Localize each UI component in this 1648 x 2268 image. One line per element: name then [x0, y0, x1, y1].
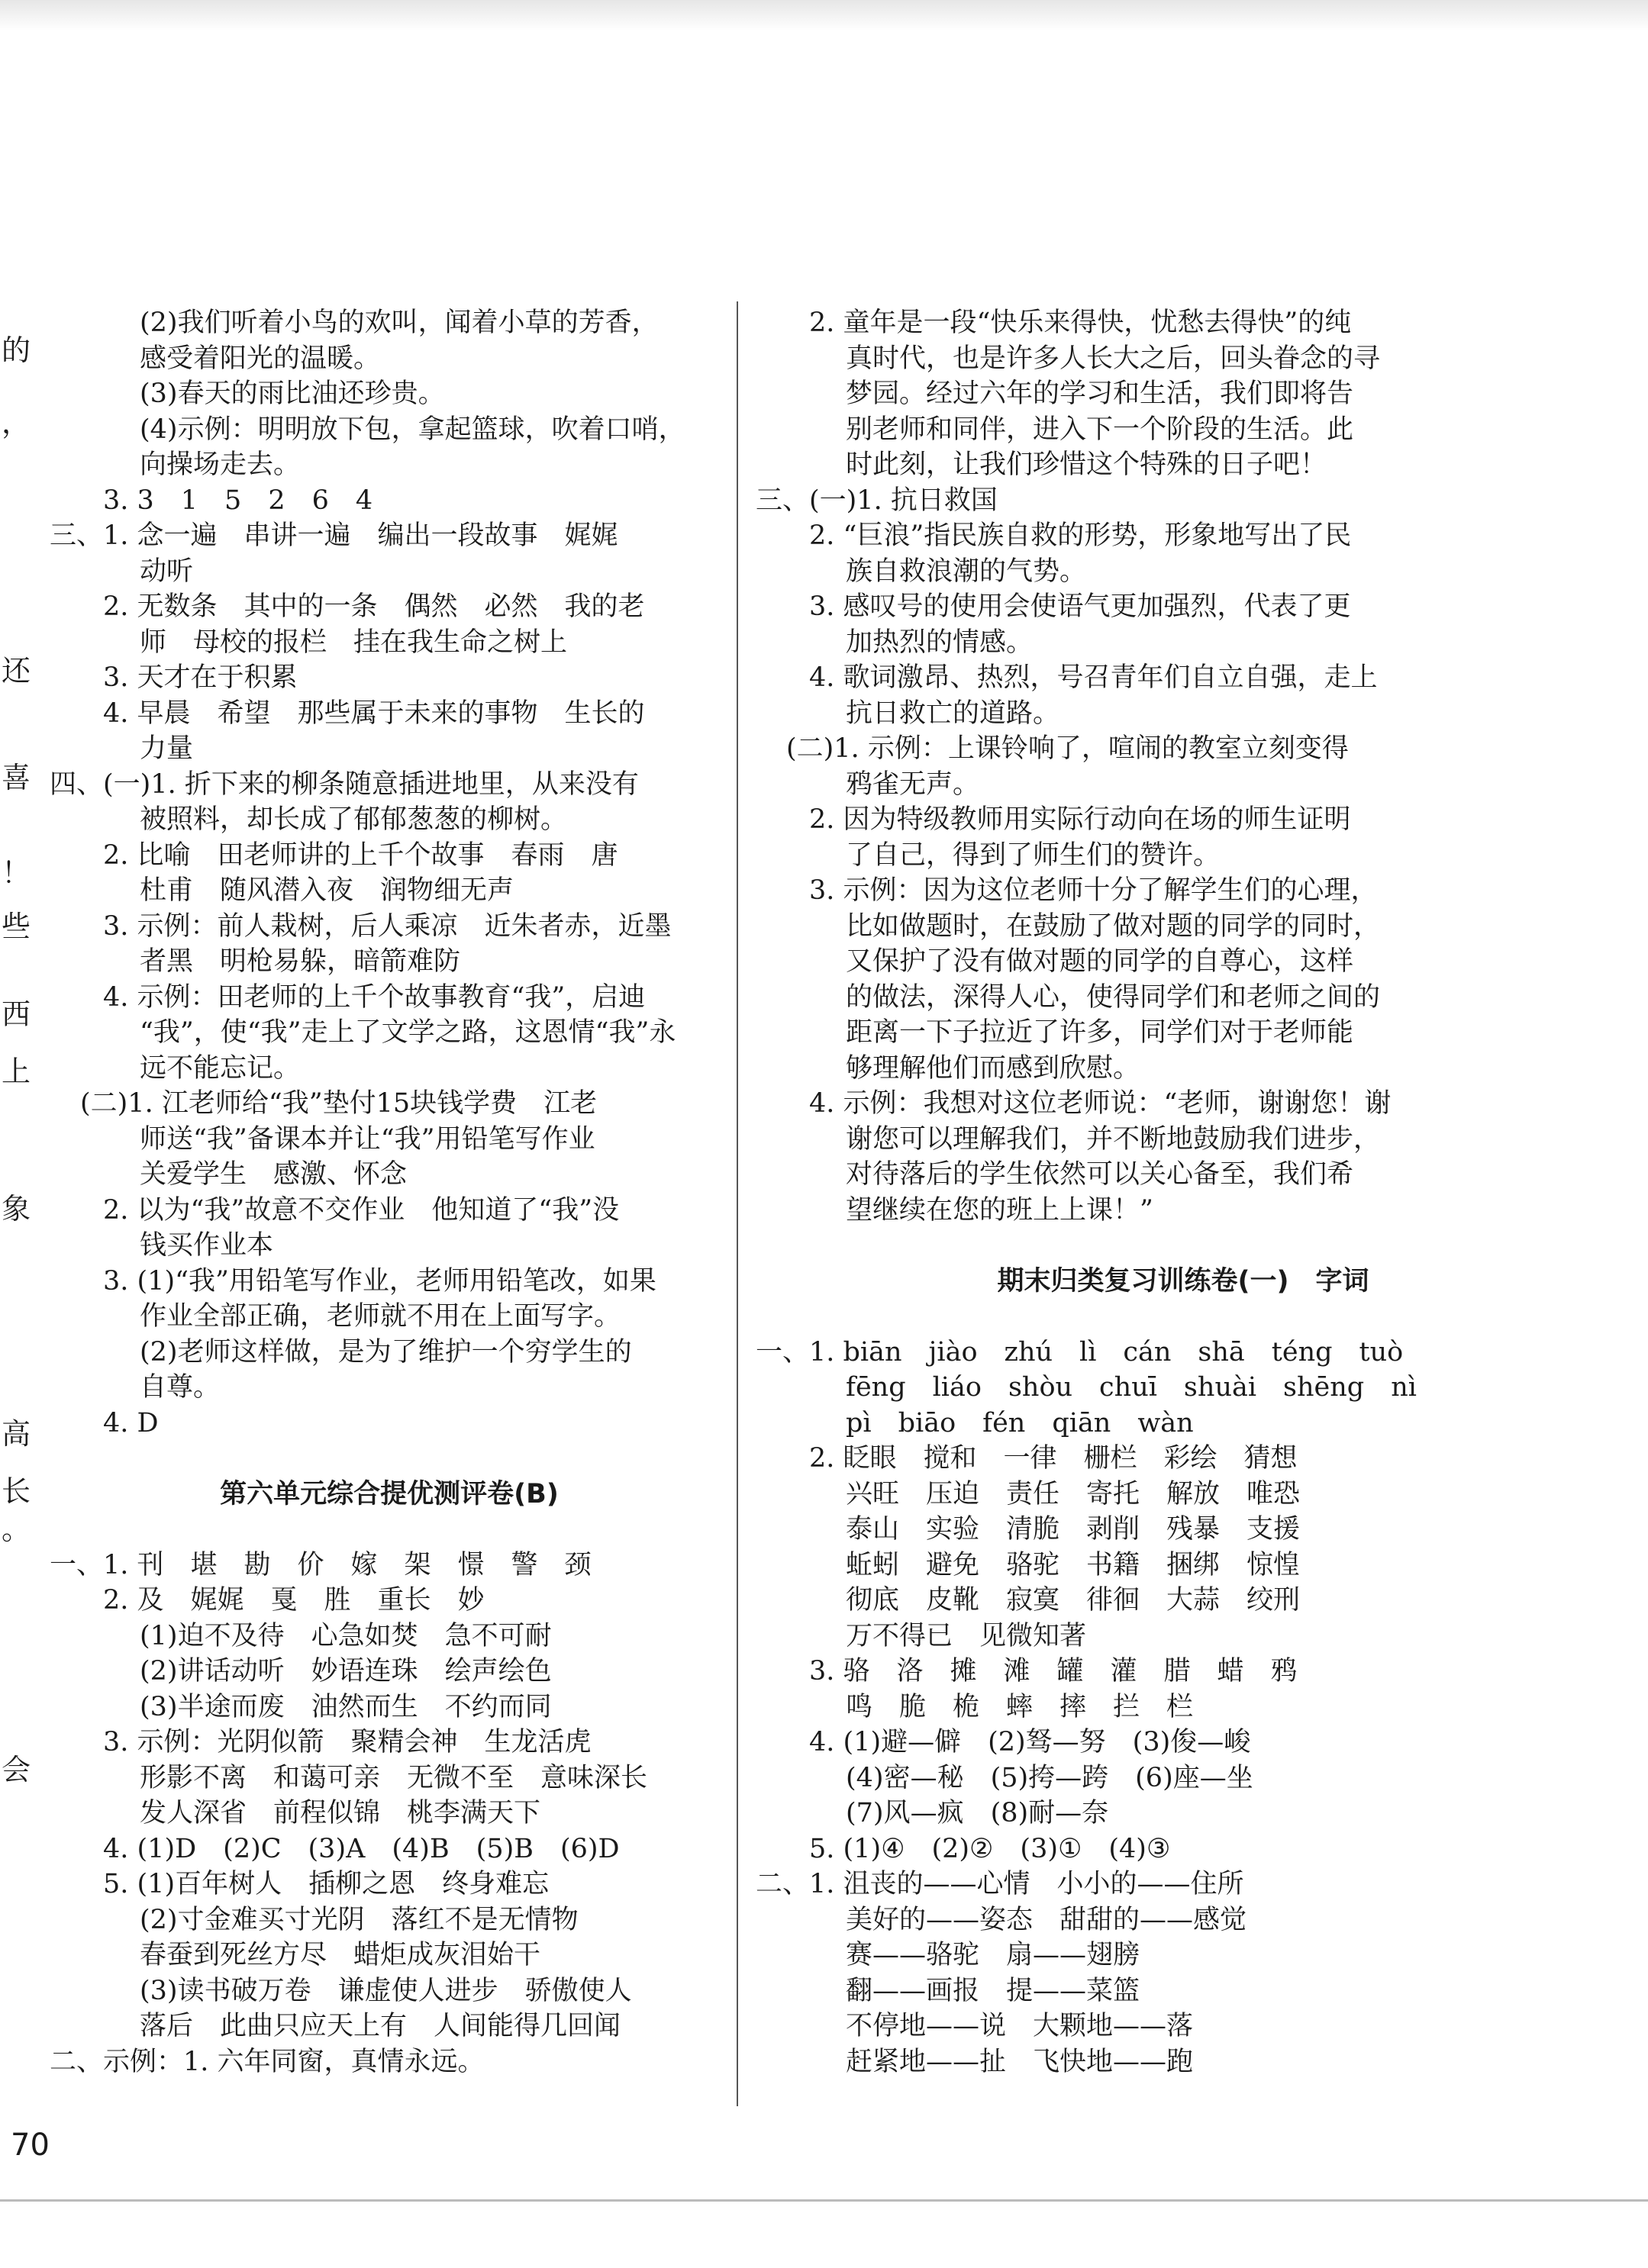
answer-line: 3. 3 1 5 2 6 4 [103, 485, 373, 516]
answer-line: 三、1. 念一遍 串讲一遍 编出一段故事 娓娓 [50, 520, 618, 551]
column-divider [737, 301, 738, 2106]
edge-fragment: 上 [2, 1055, 31, 1088]
answer-line: 时此刻，让我们珍惜这个特殊的日子吧！ [846, 449, 1327, 480]
answer-line: 一、1. biān jiào zhú lì cán shā téng tuò [756, 1336, 1404, 1368]
answer-line: 师 母校的报栏 挂在我生命之树上 [140, 627, 568, 658]
answer-line: 比如做题时，在鼓励了做对题的同学的同时， [846, 910, 1381, 942]
answer-line: 5. (1)④ (2)② (3)① (4)③ [809, 1833, 1171, 1864]
answer-line: 鸦雀无声。 [846, 768, 980, 800]
right-column [756, 305, 1611, 2080]
answer-line: 赛——骆驼 扇——翅膀 [846, 1940, 1140, 1970]
answer-line: 又保护了没有做对题的同学的自尊心，这样 [846, 946, 1354, 977]
page-number: 70 [11, 2128, 50, 2163]
answer-line: 二、1. 沮丧的——心情 小小的——住所 [756, 1869, 1244, 1899]
answer-line: 3. 示例：因为这位老师十分了解学生们的心理， [809, 875, 1378, 906]
answer-line: 5. (1)百年树人 插柳之恩 终身难忘 [103, 1869, 550, 1899]
edge-fragment: ！ [2, 856, 31, 890]
answer-line: 发人深省 前程似锦 桃李满天下 [140, 1798, 541, 1828]
answer-line: 钱买作业本 [140, 1230, 274, 1261]
answer-line: 落后 此曲只应天上有 人间能得几回闻 [140, 2011, 621, 2041]
answer-line: 4. D [103, 1407, 159, 1438]
answer-line: 的做法，深得人心，使得同学们和老师之间的 [846, 981, 1381, 1013]
answer-line: 4. (1)避—僻 (2)驽—努 (3)俊—峻 [809, 1727, 1251, 1757]
answer-line: 加热烈的情感。 [846, 627, 1034, 658]
answer-line: 春蚕到死丝方尽 蜡炬成灰泪始干 [140, 1940, 541, 1970]
answer-line: fēng liáo shòu chuī shuài shēng nì [846, 1372, 1417, 1403]
answer-line: 4. 歌词激昂、热烈，号召青年们自立自强，走上 [809, 662, 1378, 693]
answer-line [756, 1228, 1611, 1264]
answer-line: 4. 示例：田老师的上千个故事教育“我”，启迪 [103, 981, 646, 1013]
answer-line: 一、1. 刊 堪 勘 价 嫁 架 憬 警 颈 [50, 1549, 592, 1580]
answer-line: 感受着阳光的温暖。 [140, 343, 381, 374]
answer-line: 2. 及 娓娓 戛 胜 重长 妙 [103, 1585, 485, 1616]
answer-line: 4. (1)D (2)C (3)A (4)B (5)B (6)D [103, 1833, 620, 1864]
answer-line: 谢您可以理解我们，并不断地鼓励我们进步， [846, 1123, 1381, 1155]
answer-line: 3. (1)“我”用铅笔写作业，老师用铅笔改，如果 [103, 1265, 656, 1297]
answer-line: 3. 示例：光阴似箭 聚精会神 生龙活虎 [103, 1727, 592, 1757]
answer-line: 关爱学生 感激、怀念 [140, 1159, 408, 1190]
section-title: 期末归类复习训练卷(一) 字词 [997, 1265, 1369, 1297]
edge-fragment: 的 [2, 333, 31, 367]
answer-line: (2)老师这样做，是为了维护一个穷学生的 [140, 1336, 632, 1368]
answer-line: (3)半途而废 油然而生 不约而同 [140, 1691, 552, 1722]
answer-line [50, 1441, 729, 1477]
left-column [50, 305, 729, 2080]
edge-fragment: 西 [2, 997, 31, 1031]
answer-line: (4)示例：明明放下包，拿起篮球，吹着口哨， [140, 414, 685, 445]
answer-line: 2. 无数条 其中的一条 偶然 必然 我的老 [103, 591, 645, 622]
edge-fragment: 。 [2, 1513, 31, 1546]
edge-fragment: 长 [2, 1474, 31, 1508]
answer-line: (3)春天的雨比油还珍贵。 [140, 379, 445, 409]
answer-line: “我”，使“我”走上了文学之路，这恩情“我”永 [140, 1017, 676, 1048]
scan-shadow [0, 0, 1648, 31]
edge-fragment: 象 [2, 1192, 31, 1226]
answer-line: 2. 比喻 田老师讲的上千个故事 春雨 唐 [103, 839, 618, 871]
answer-line: 远不能忘记。 [140, 1052, 301, 1084]
answer-line: 蚯蚓 避免 骆驼 书籍 捆绑 惊惶 [846, 1549, 1301, 1580]
answer-line: 者黑 明枪易躲，暗箭难防 [140, 946, 461, 977]
answer-line: 被照料，却长成了郁郁葱葱的柳树。 [140, 804, 568, 835]
answer-line: (2)我们听着小鸟的欢叫，闻着小草的芳香， [140, 308, 659, 338]
answer-line: 作业全部正确，老师就不用在上面写字。 [140, 1301, 621, 1332]
answer-line: 二、示例：1. 六年同窗，真情永远。 [50, 2046, 485, 2077]
edge-fragment: 会 [2, 1753, 31, 1786]
footer-rule [0, 2199, 1648, 2202]
answer-line: 形影不离 和蔼可亲 无微不至 意味深长 [140, 1762, 648, 1793]
answer-line [756, 1299, 1611, 1335]
answer-line: 四、(一)1. 折下来的柳条随意插进地里，从来没有 [50, 768, 639, 800]
answer-line: 3. 天才在于积累 [103, 662, 298, 693]
answer-line: (2)寸金难买寸光阴 落红不是无情物 [140, 1904, 579, 1935]
answer-line: (7)风—疯 (8)耐—奈 [846, 1798, 1109, 1828]
answer-line: 万不得已 见微知著 [846, 1620, 1087, 1651]
edge-fragment: 些 [2, 910, 31, 943]
edge-fragment: ， [2, 406, 31, 440]
answer-line: 够理解他们而感到欣慰。 [846, 1052, 1140, 1084]
answer-line: 别老师和同伴，进入下一个阶段的生活。此 [846, 414, 1354, 445]
answer-line: 族自救浪潮的气势。 [846, 556, 1087, 587]
answer-line: 4. 示例：我想对这位老师说：“老师，谢谢您！谢 [809, 1088, 1392, 1119]
answer-line: 抗日救亡的道路。 [846, 697, 1060, 729]
answer-line: (二)1. 江老师给“我”垫付15块钱学费 江老 [80, 1088, 598, 1119]
answer-line: 2. 眨眼 搅和 一律 栅栏 彩绘 猜想 [809, 1443, 1298, 1474]
answer-line: 美好的——姿态 甜甜的——感觉 [846, 1904, 1247, 1935]
answer-line: (二)1. 示例：上课铃响了，喧闹的教室立刻变得 [786, 733, 1349, 764]
answer-line: 鸣 脆 桅 蟀 摔 拦 栏 [846, 1691, 1194, 1722]
answer-line: 三、(一)1. 抗日救国 [756, 485, 998, 516]
answer-line: 对待落后的学生依然可以关心备至，我们希 [846, 1159, 1354, 1190]
answer-line: 距离一下子拉近了许多，同学们对于老师能 [846, 1017, 1354, 1048]
answer-line: 杜甫 随风潜入夜 润物细无声 [140, 875, 514, 906]
answer-line: 力量 [140, 733, 194, 764]
answer-line: pì biāo fén qiān wàn [846, 1407, 1194, 1438]
answer-line [50, 1512, 729, 1548]
answer-line: (2)讲话动听 妙语连珠 绘声绘色 [140, 1656, 552, 1687]
edge-fragment: 喜 [2, 761, 31, 794]
edge-fragment: 高 [2, 1417, 31, 1451]
answer-line: 4. 早晨 希望 那些属于未来的事物 生长的 [103, 697, 645, 729]
answer-line: 泰山 实验 清脆 剥削 残暴 支援 [846, 1514, 1301, 1545]
answer-line: 真时代，也是许多人长大之后，回头眷念的寻 [846, 343, 1381, 374]
answer-line: 翻——画报 提——菜篮 [846, 1975, 1140, 2006]
answer-line: 不停地——说 大颗地——落 [846, 2011, 1194, 2041]
answer-line: 梦园。经过六年的学习和生活，我们即将告 [846, 379, 1354, 409]
answer-line: 2. 因为特级教师用实际行动向在场的师生证明 [809, 804, 1351, 835]
answer-line: (1)迫不及待 心急如焚 急不可耐 [140, 1620, 552, 1651]
answer-line: 望继续在您的班上上课！” [846, 1194, 1153, 1226]
answer-line: (4)密—秘 (5)挎—跨 (6)座—坐 [846, 1762, 1253, 1793]
answer-line: 3. 示例：前人栽树，后人乘凉 近朱者赤，近墨 [103, 910, 672, 942]
answer-line: 自尊。 [140, 1372, 221, 1403]
answer-line: 赶紧地——扯 飞快地——跑 [846, 2046, 1194, 2077]
answer-line: 兴旺 压迫 责任 寄托 解放 唯恐 [846, 1478, 1301, 1509]
answer-line: 了自己，得到了师生们的赞许。 [846, 839, 1221, 871]
answer-line: 2. 以为“我”故意不交作业 他知道了“我”没 [103, 1194, 620, 1226]
answer-line: 动听 [140, 556, 194, 587]
answer-line: 3. 感叹号的使用会使语气更加强烈，代表了更 [809, 591, 1351, 622]
answer-line: 2. 童年是一段“快乐来得快，忧愁去得快”的纯 [809, 308, 1352, 338]
answer-line: 彻底 皮靴 寂寞 徘徊 大蒜 绞刑 [846, 1585, 1301, 1616]
edge-fragment: 还 [2, 654, 31, 688]
answer-line: 向操场走去。 [140, 449, 301, 480]
answer-line: 3. 骆 洛 摊 滩 罐 灌 腊 蜡 鸦 [809, 1656, 1298, 1687]
answer-line: 2. “巨浪”指民族自救的形势，形象地写出了民 [809, 520, 1352, 551]
answer-line: (3)读书破万卷 谦虚使人进步 骄傲使人 [140, 1975, 632, 2006]
answer-line: 师送“我”备课本并让“我”用铅笔写作业 [140, 1123, 595, 1155]
section-title: 第六单元综合提优测评卷(B) [220, 1478, 559, 1509]
